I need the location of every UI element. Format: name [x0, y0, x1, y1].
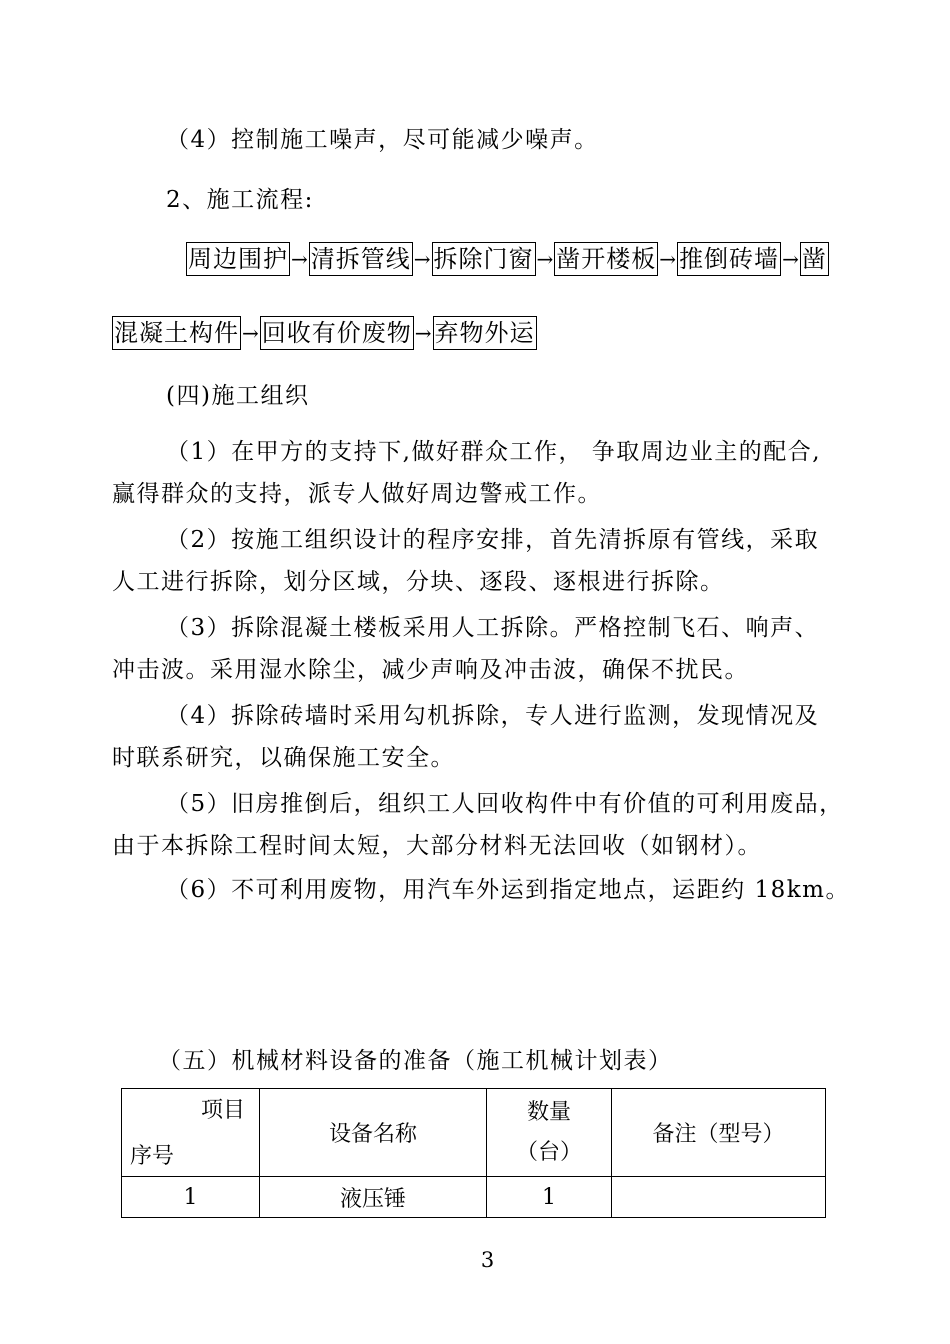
header-cell-item-no [122, 1089, 260, 1177]
header-item-label: 项目 [200, 1098, 245, 1123]
page-number: 3 [480, 1248, 495, 1272]
flow-arrow: → [782, 247, 799, 271]
org-item-4-line-1: （4）拆除砖墙时采用勾机拆除，专人进行监测，发现情况及 [166, 703, 820, 729]
flow-step: 清拆管线 [309, 242, 413, 276]
header-cell-note: 备注（型号） [612, 1089, 826, 1177]
flow-arrow: → [414, 321, 432, 345]
org-item-6-line-1: （6）不可利用废物，用汽车外运到指定地点，运距约 18km。 [166, 877, 850, 903]
table-row [122, 1177, 826, 1218]
org-item-1-line-2: 赢得群众的支持，派专人做好周边警戒工作。 [112, 481, 602, 507]
flow-arrow: → [242, 321, 259, 345]
flow-arrow: → [291, 247, 308, 271]
flow-step: 凿 [800, 242, 829, 276]
cell-no: 1 [122, 1177, 260, 1218]
process-flow-row-2 [112, 315, 537, 351]
process-flow-row-1 [186, 241, 829, 277]
flow-step: 回收有价废物 [260, 316, 414, 350]
header-qty-unit: （台） [515, 1139, 582, 1165]
flow-arrow: → [413, 247, 431, 271]
paragraph-noise-control: （4）控制施工噪声，尽可能减少噪声。 [166, 127, 599, 153]
cell-name: 液压锤 [260, 1177, 487, 1218]
table-header-row [122, 1089, 826, 1177]
header-qty-label: 数量 [526, 1099, 571, 1125]
org-item-3-line-2: 冲击波。采用湿水除尘，减少声响及冲击波，确保不扰民。 [112, 657, 749, 683]
flow-arrow: → [536, 247, 554, 271]
header-cell-name: 设备名称 [260, 1089, 487, 1177]
org-item-2-line-1: （2）按施工组织设计的程序安排，首先清拆原有管线，采取 [166, 527, 820, 553]
org-item-3-line-1: （3）拆除混凝土楼板采用人工拆除。严格控制飞石、响声、 [166, 615, 820, 641]
header-no-label: 序号 [130, 1144, 175, 1169]
flow-step: 周边围护 [186, 242, 290, 276]
organization-heading: (四)施工组织 [166, 383, 310, 409]
org-item-5-line-1: （5）旧房推倒后，组织工人回收构件中有价值的可利用废品， [166, 791, 844, 817]
flow-step: 推倒砖墙 [677, 242, 781, 276]
org-item-5-line-2: 由于本拆除工程时间太短，大部分材料无法回收（如钢材）。 [112, 833, 762, 859]
equipment-table [121, 1088, 826, 1218]
process-heading: 2、施工流程: [166, 187, 314, 213]
org-item-1-line-1: （1）在甲方的支持下,做好群众工作， 争取周边业主的配合, [166, 439, 822, 465]
flow-arrow: → [659, 247, 677, 271]
cell-note [612, 1177, 826, 1218]
org-item-2-line-2: 人工进行拆除，划分区域，分块、逐段、逐根进行拆除。 [112, 569, 725, 595]
header-cell-qty [487, 1089, 612, 1177]
flow-step: 拆除门窗 [432, 242, 536, 276]
flow-step: 凿开楼板 [554, 242, 658, 276]
flow-step: 弃物外运 [433, 316, 537, 350]
equipment-heading: （五）机械材料设备的准备（施工机械计划表） [158, 1048, 673, 1074]
org-item-4-line-2: 时联系研究，以确保施工安全。 [112, 745, 455, 771]
cell-qty: 1 [487, 1177, 612, 1218]
flow-step: 混凝土构件 [112, 316, 241, 350]
